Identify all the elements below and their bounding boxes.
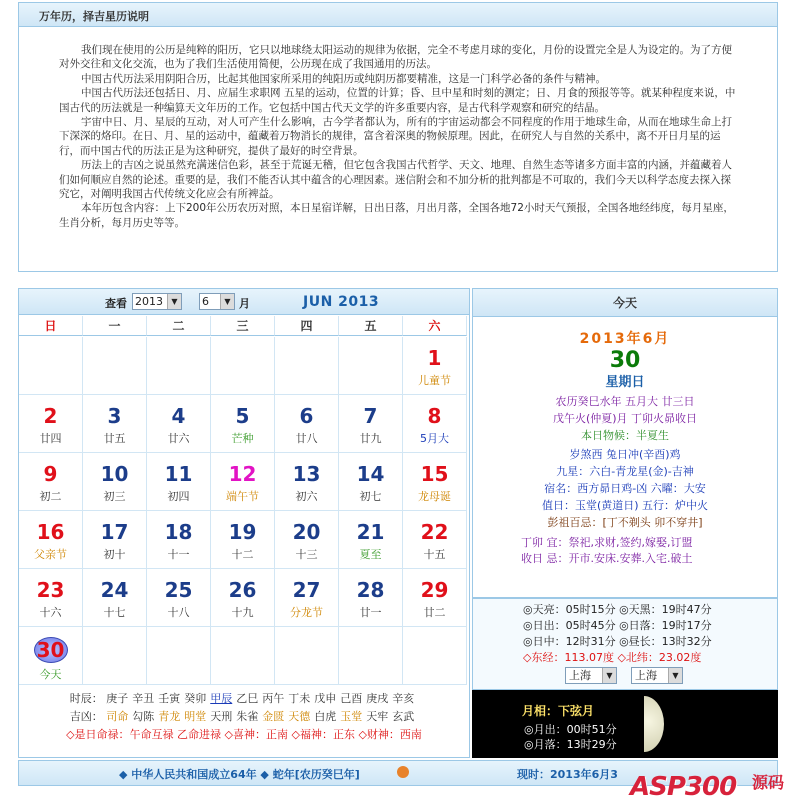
day-cell[interactable] [19,627,83,685]
day-cell[interactable] [211,395,275,453]
lunar-label: 父亲节 [34,548,67,561]
info-paragraph: 宇宙中日、月、星辰的互动，对人可产生什么影响，古今学者都认为，所有的宇宙运动都会不同程度的作用于地球生命，从而在地球生命上打下深深的烙印。在日、月、星的运动中，蕴藏着万物消长的规律，富含着深奥的物候原理。因此，在研究人与自然的关系中，离不开日月星的运行，而中国古代的历法正是为这种研究，提供了最好的时空背景。 [59,116,732,157]
jixiong-item: 玉堂 [340,710,363,723]
day-number: 11 [164,462,193,486]
weekday-header: 六 [403,316,467,336]
day-cell[interactable] [339,569,403,627]
bottom-left-text: ◆ 中华人民共和国成立64年 ◆ 蛇年[农历癸巳年] [119,768,360,781]
day-number: 7 [363,404,378,428]
info-panel [18,2,778,272]
day-cell[interactable] [19,511,83,569]
pengzu: 彭祖百忌：[丁不剃头 卯不穿井] [547,516,703,529]
sun-line-2: ◎日出：05时45分 ◎日落：19时17分 [523,619,712,632]
ji-line: 收日 忌：开市.安床.安葬.入宅.破土 [521,552,693,565]
view-label: 查看 [105,297,127,310]
shichen-item: 辛亥 [392,692,415,705]
lunar-label: 今天 [39,668,62,681]
month-unit: 月 [239,297,250,310]
logo-text: ASP300 [630,772,737,802]
weekday-header: 四 [275,316,339,336]
day-number: 14 [356,462,385,486]
shichen-item: 丙午 [262,692,285,705]
lunar-label: 夏至 [359,548,382,561]
calendar [18,288,470,758]
day-number: 5 [235,404,250,428]
sun-line-3: ◎日中：12时31分 ◎昼长：13时32分 [523,635,712,648]
lunar-label: 廿八 [295,432,318,445]
weekday-header: 五 [339,316,403,336]
day-number: 8 [427,404,442,428]
day-cell[interactable] [339,395,403,453]
day-number: 10 [100,462,129,486]
logo-sub: 源码 [752,773,785,792]
day-cell[interactable] [403,337,467,395]
day-number: 4 [171,404,186,428]
day-cell [211,627,275,685]
jixiong-label: 吉凶： [69,710,103,723]
lunar-label: 初二 [39,490,62,503]
lunar-label: 十一 [167,548,190,561]
shichen-row [19,690,469,708]
day-cell[interactable] [211,511,275,569]
site-logo [630,766,800,806]
day-cell [339,337,403,395]
snake-icon [397,766,409,778]
day-cell[interactable] [83,511,147,569]
day-cell [147,337,211,395]
year-select[interactable]: 2013 ▼ [132,293,182,310]
day-cell [339,627,403,685]
day-number: 3 [107,404,122,428]
day-number: 1 [427,346,442,370]
today-year-month: 2013年6月 [579,331,671,347]
info-paragraph: 中国古代历法还包括日、月、应届生求职网 五星的运动，位置的计算；昏、旦中星和时刻的测定；日、月食的预报等等。就某种程度来说，中国古代的历法就是一种编算天文年历的工作。它包括中国古代天文学的许多重要内容，是古代科学观察和研究的结晶。 [59,87,736,114]
month-select[interactable]: 6 ▼ [199,293,235,310]
day-cell [275,337,339,395]
jixiong-item: 青龙 [158,710,181,723]
day-cell[interactable] [147,511,211,569]
day-cell [19,337,83,395]
day-number: 22 [420,520,449,544]
wuhou: 本日物候：半夏生 [581,429,669,442]
moon-set: ◎月落：13时29分 [524,738,617,751]
shichen-item: 壬寅 [158,692,181,705]
day-cell [275,627,339,685]
lunar-label: 廿九 [359,432,382,445]
shichen-item: 辛丑 [132,692,155,705]
moon-icon [624,696,664,752]
day-cell [83,627,147,685]
day-number: 25 [164,578,193,602]
lunar-label: 廿六 [167,432,190,445]
lunar-label: 廿四 [39,432,62,445]
chevron-down-icon: ▼ [602,668,616,683]
day-cell[interactable] [19,569,83,627]
shichen-item: 庚子 [106,692,129,705]
day-number: 13 [292,462,321,486]
lunar-label: 初四 [167,490,190,503]
day-cell [403,627,467,685]
lunar-label: 芒种 [231,432,254,445]
shichen-item: 戊申 [314,692,337,705]
lunar-label: 十二 [231,548,254,561]
day-cell[interactable] [211,453,275,511]
sha: 岁煞西 兔日冲(辛酉)鸡 [569,448,681,461]
day-cell [211,337,275,395]
day-cell[interactable] [147,395,211,453]
jixiong-item: 天德 [288,710,311,723]
weekday-header: 三 [211,316,275,336]
lunar-label: 初六 [295,490,318,503]
info-paragraph: 中国古代历法采用阴阳合历，比起其他国家所采用的纯阳历或纯阴历都要精准，这是一门科学必备的条件与精神。 [81,72,606,85]
sun-panel [472,598,778,690]
info-body [19,27,777,230]
day-number [19,637,82,663]
shichen-item: 乙巳 [236,692,259,705]
sun-line-1: ◎天亮：05时15分 ◎天黑：19时47分 [523,603,712,616]
jixiong-item: 白虎 [314,710,337,723]
jixiong-item: 朱雀 [236,710,259,723]
day-cell[interactable] [19,453,83,511]
chevron-down-icon: ▼ [220,294,234,309]
info-title: 万年历，择吉星历说明 [19,3,777,27]
day-number: 19 [228,520,257,544]
lunar-label: 廿二 [423,606,446,619]
day-cell[interactable] [403,569,467,627]
jixiong-row [19,708,469,726]
day-cell[interactable] [147,453,211,511]
day-number: 21 [356,520,385,544]
city-select[interactable]: 上海 ▼ [631,667,683,684]
lunar-label: 十九 [231,606,254,619]
day-cell [83,337,147,395]
jixiong-item: 天牢 [366,710,389,723]
jixiong-list [106,710,418,723]
lunar-label: 廿一 [359,606,382,619]
jixiong-item: 玄武 [392,710,415,723]
coords: ◇东经：113.07度 ◇北纬：23.02度 [523,651,702,664]
lunar-label: 分龙节 [290,606,323,619]
day-cell[interactable] [19,395,83,453]
day-cell[interactable] [83,569,147,627]
day-number: 28 [356,578,385,602]
day-number: 15 [420,462,449,486]
day-number: 27 [292,578,321,602]
shichen-item: 丁未 [288,692,311,705]
moon-rise: ◎月出：00时51分 [524,723,617,736]
day-cell[interactable] [339,511,403,569]
lunar-label: 十三 [295,548,318,561]
day-number: 2 [43,404,58,428]
moon-phase: 月相：下弦月 [522,704,595,718]
day-cell[interactable] [83,395,147,453]
chevron-down-icon: ▼ [167,294,181,309]
yi-line: 丁卯 宜：祭祀,求财,签约,嫁娶,订盟 [521,536,693,549]
jixiong-item: 天刑 [210,710,233,723]
day-number: 26 [228,578,257,602]
weekday-header: 二 [147,316,211,336]
lunar-line-2: 戊午火(仲夏)月 丁卯火昴收日 [552,412,698,425]
lunar-label: 5月大 [420,432,449,445]
info-paragraph: 历法上的吉凶之说虽然充满迷信色彩，甚至于荒诞无稽，但它包含我国古代哲学、天文、地理、自然生态等诸多方面丰富的内涵，并蕴藏着人们如何顺应自然的论述。重要的是，我们不能否认其中蕴含的心理因素。迷信附会和不加分析的批判都是不可取的，我们今天以科学态度去探入探究它，对阐明我国古代传统文化应会有所裨益。 [59,159,732,201]
moon-panel [472,690,778,758]
lunar-label: 初十 [103,548,126,561]
info-paragraph: 我们现在使用的公历是纯粹的阳历，它只以地球绕太阳运动的规律为依据，完全不考虑月球的变化，月份的设置完全是人为设定的。为了方便对外交往和文化交流，也为了我们生活使用简便，公历现在成了我国通用的历法。 [59,44,732,71]
day-cell[interactable] [275,395,339,453]
jixiong-item: 勾陈 [132,710,155,723]
shichen-item: 己酉 [340,692,363,705]
today-weekday: 星期日 [605,375,645,390]
day-number: 20 [292,520,321,544]
lunar-label: 初七 [359,490,382,503]
zhiri: 值日：玉堂(黄道日) 五行：炉中火 [541,499,709,512]
day-cell[interactable] [275,453,339,511]
shichen-item: 甲辰 [210,692,233,705]
jixiong-item: 金匮 [262,710,285,723]
today-header: 今天 [473,289,777,317]
suxiu: 宿名：西方昴日鸡-凶 六曜：大安 [544,482,706,495]
day-number: 12 [228,462,257,486]
day-number: 6 [299,404,314,428]
shichen-label: 时辰： [69,692,103,705]
day-number: 29 [420,578,449,602]
day-number: 24 [100,578,129,602]
calendar-footer [19,686,469,744]
lunar-label: 初三 [103,490,126,503]
today-body [473,331,777,567]
shichen-list [106,692,418,705]
current-time: 现时：2013年6月3 [517,768,618,781]
jixiong-item: 明堂 [184,710,207,723]
lunar-label: 廿五 [103,432,126,445]
today-day: 30 [609,348,641,373]
shichen-item: 庚戌 [366,692,389,705]
day-cell[interactable] [403,395,467,453]
day-number: 9 [43,462,58,486]
day-number: 17 [100,520,129,544]
today-marker: 30 [34,637,68,663]
shichen-item: 癸卯 [184,692,207,705]
day-cell[interactable] [339,453,403,511]
lunar-label: 端午节 [226,490,259,503]
month-title: JUN 2013 [303,294,380,310]
lunar-label: 龙母诞 [418,490,451,503]
lunar-label: 十五 [423,548,446,561]
day-cell[interactable] [275,511,339,569]
lunar-label: 十八 [167,606,190,619]
moon-times [524,722,617,752]
day-number: 23 [36,578,65,602]
today-panel [472,288,778,598]
day-cell[interactable] [275,569,339,627]
day-cell[interactable] [211,569,275,627]
lunar-label: 儿童节 [418,374,451,387]
day-cell[interactable] [83,453,147,511]
day-cell[interactable] [147,569,211,627]
day-number: 16 [36,520,65,544]
info-paragraph: 本年历包含内容：上下200年公历农历对照，本日星宿详解，日出日落，月出月落，全国各地72小时天气预报，全国各地经纬度，每月星座，生肖分析，每月历史等等。 [59,202,734,229]
day-cell[interactable] [403,511,467,569]
jixiong-item: 司命 [106,710,129,723]
lunar-line-1: 农历癸巳水年 五月大 廿三日 [555,395,695,408]
province-select[interactable]: 上海 ▼ [565,667,617,684]
gods-line: ◇是日命禄：午命互禄 乙命进禄 ◇喜神：正南 ◇福神：正东 ◇财神：西南 [66,728,422,741]
lunar-label: 十六 [39,606,62,619]
day-cell[interactable] [403,453,467,511]
weekday-header: 一 [83,316,147,336]
weekday-header: 日 [19,316,83,336]
day-number: 18 [164,520,193,544]
lunar-label: 十七 [103,606,126,619]
jiuxing: 九星：六白-青龙星(金)-吉神 [556,465,694,478]
day-cell [147,627,211,685]
chevron-down-icon: ▼ [668,668,682,683]
calendar-header [19,289,469,315]
